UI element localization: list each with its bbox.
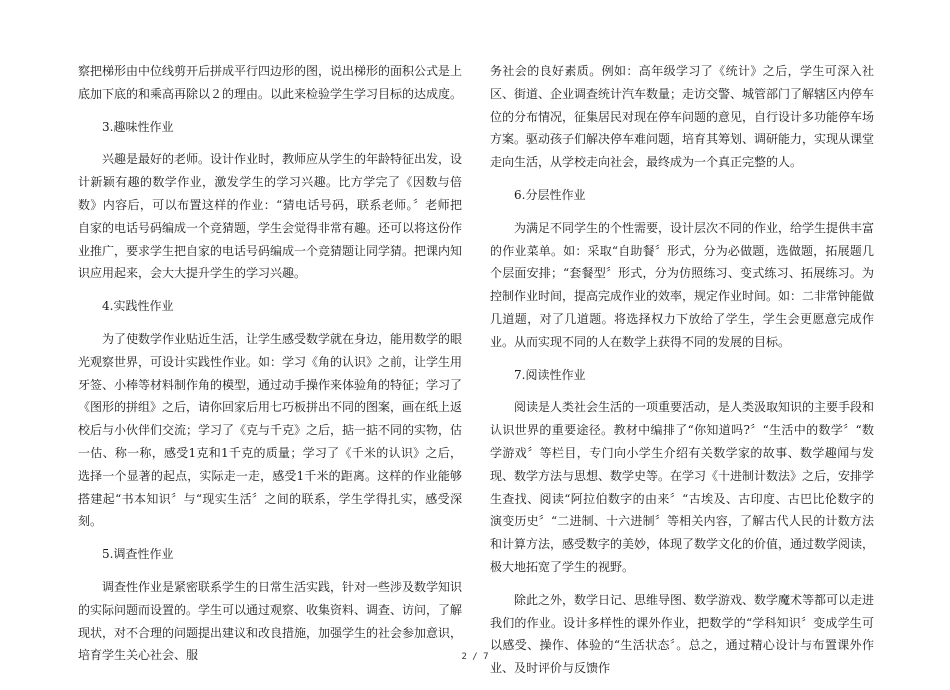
section-5-paragraph: 调查性作业是紧密联系学生的日常生活实践，针对一些涉及数学知识的实际问题而设置的。学生可以通过观察、收集资料、调查、访问，了解现状，对不合理的问题提出建议和改良措施，加强学生的社会参加意识，培育学生关心社会、服	[78, 579, 463, 663]
section-4-paragraph: 为了使数学作业贴近生活，让学生感受数学就在身边，能用数学的眼光观察世界，可设计实践性作业。如：学习《角的认识》之前，让学生用牙签、小棒等材料制作角的模型，通过动手操作来体验角的特征；学习了《图形的拼组》之后，请你回家后用七巧板拼出不同的图案，画在纸上返校后与小伙伴们交流；学习了《克与千克》之后，掂一掂不同的实物，估一估、称一称，感受1克和1千克的质量；学习了《千米的认识》之后，选择一个显著的起点，实际走一走，感受1千米的距离。这样的作业能够搭建起“书本知识〞与“现实生活〞之间的联系，学生学得扎实，感受深刻。	[78, 331, 463, 529]
right-column	[490, 60, 874, 690]
intro-paragraph: 察把梯形由中位线剪开后拼成平行四边形的图，说出梯形的面积公式是上底加下底的和乘高再除以２的理由。以此来检验学生学习目标的达成度。	[78, 64, 463, 101]
page-number: 2 / 7	[461, 652, 489, 662]
section-6-heading: 6.分层性作业	[514, 187, 586, 202]
section-3-heading: 3.趣味性作业	[102, 119, 174, 134]
section-6-paragraph: 为满足不同学生的个性需要，设计层次不同的作业，给学生提供丰富的作业菜单。如：采取“自助餐〞形式，分为必做题，选做题，拓展题几个层面安排；“套餐型〞形式，分为仿照练习、变式练习、拓展练习。为控制作业时间，提高完成作业的效率，规定作业时间。如：二非常钟能做几道题，对了几道题。将选择权力下放给了学生，学生会更愿意完成作业。从而实现不同的人在数学上获得不同的发展的目标。	[490, 220, 875, 349]
section-7-paragraph-1: 阅读是人类社会生活的一项重要活动，是人类汲取知识的主要手段和认识世界的重要途径。教材中编排了“你知道吗?〞“生活中的数学〞“数学游戏〞等栏目，专门向小学生介绍有关数学家的故事、数学趣闻与发现、数学方法与思想、数学史等。在学习《十进制计数法》之后，安排学生查找、阅读“阿拉伯数字的由来〞“古埃及、古印度、古巴比伦数字的演变历史〞“二进制、十六进制〞等相关内容，了解古代人民的计数方法和计算方法，感受数字的美妙，体现了数学文化的价值，通过数学阅读，极大地拓宽了学生的视野。	[490, 400, 875, 574]
section-7-paragraph-2: 除此之外，数学日记、思维导图、数学游戏、数学魔术等都可以走进我们的作业。设计多样性的课外作业，把数学的“学科知识〞变成学生可以感受、操作、体验的“生活状态〞。总之，通过精心设计与布置课外作业、及时评价与反馈作	[490, 592, 875, 676]
section-3-paragraph: 兴趣是最好的老师。设计作业时，教师应从学生的年龄特征出发，设计新颖有趣的数学作业，激发学生的学习兴趣。比方学完了《因数与倍数》内容后，可以布置这样的作业：“猜电话号码，联系老师。〞老师把自家的电话号码编成一个竞猜题，学生会觉得非常有趣。还可以将这份作业推广，要求学生把自家的电话号码编成一个竞猜题让同学猜。把课内知识应用起来，会大大提升学生的学习兴趣。	[78, 152, 463, 281]
continuation-paragraph: 务社会的良好素质。例如：高年级学习了《统计》之后，学生可深入社区、街道、企业调查统计汽车数量；走访交警、城管部门了解辖区内停车位的分布情况，征集居民对现在停车问题的意见，自行设计多功能停车场方案。驱动孩子们解决停车难问题，培育其筹划、调研能力，实现从课堂走向生活，从学校走向社会，最终成为一个真正完整的人。	[490, 64, 875, 170]
section-7-heading: 7.阅读性作业	[514, 367, 586, 382]
left-column	[78, 60, 462, 677]
section-4-heading: 4.实践性作业	[102, 299, 174, 314]
section-5-heading: 5.调查性作业	[102, 547, 174, 562]
